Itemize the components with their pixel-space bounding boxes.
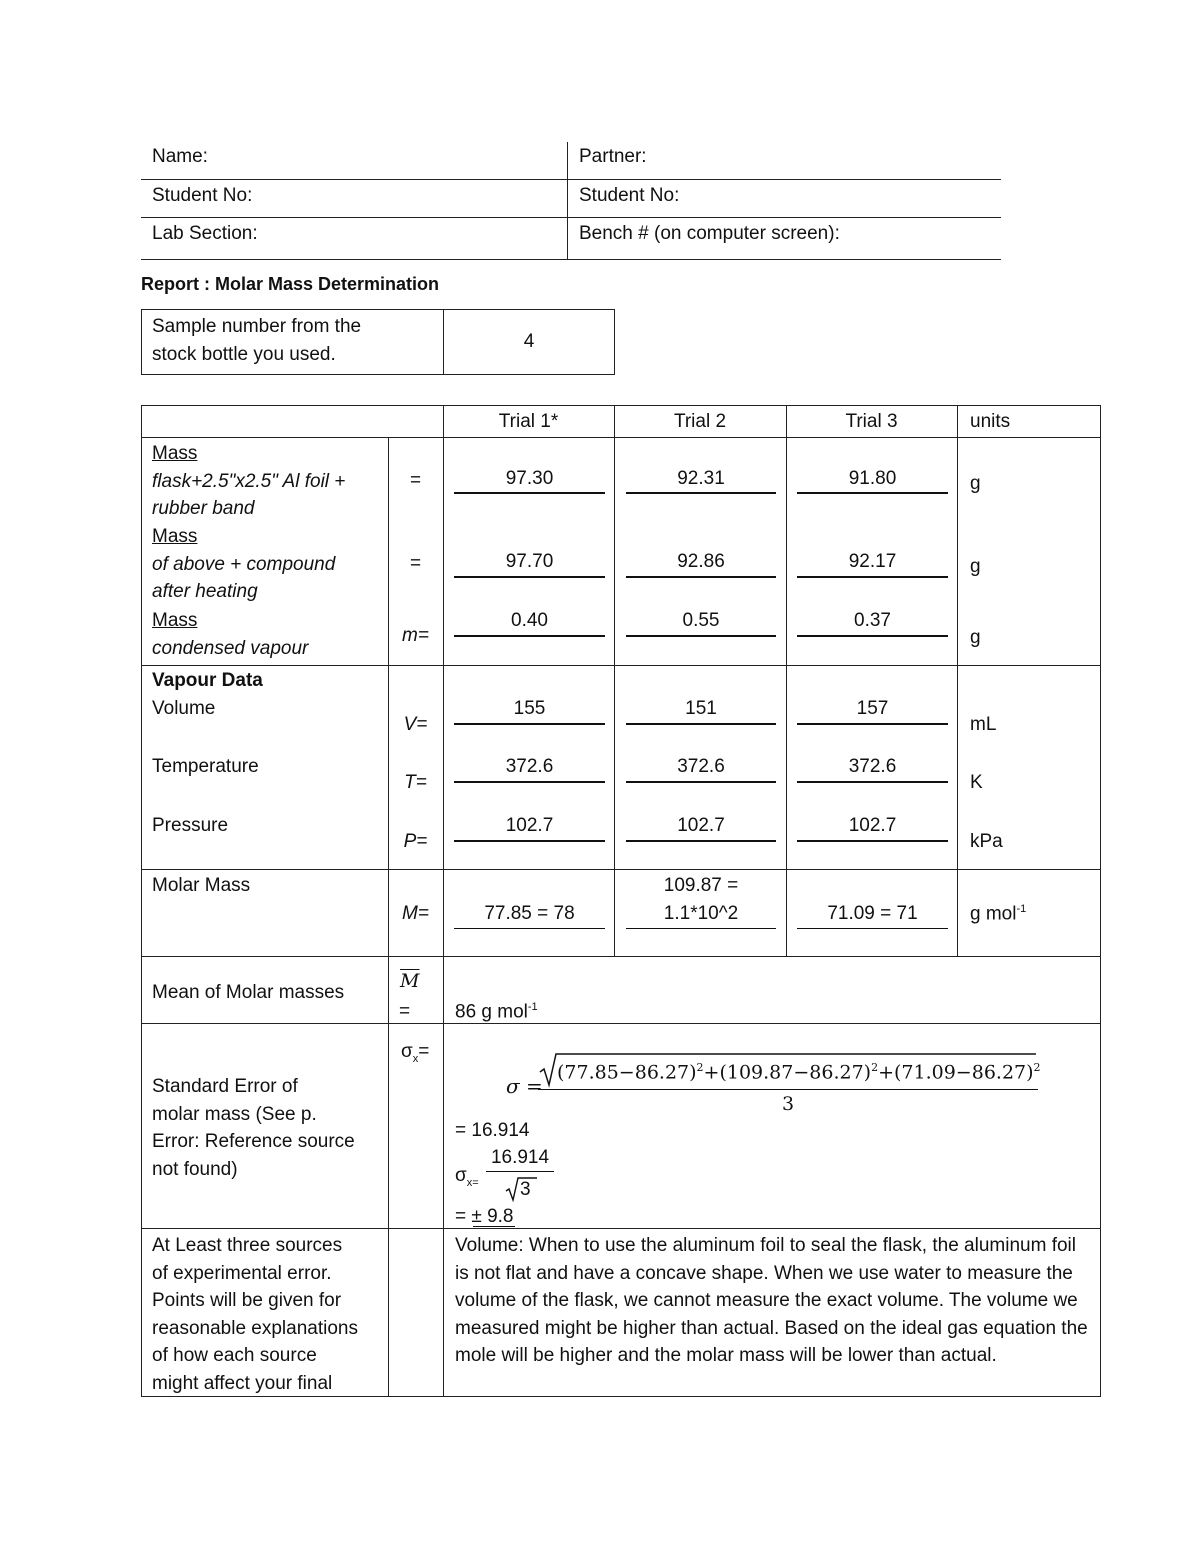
mass-flask-trial-1: 97.30: [505, 468, 554, 489]
mass-vapour-trial-3: 0.37: [854, 610, 891, 631]
std-error-label: Standard Error of molar mass (See p. Error: Reference source not found): [152, 1076, 355, 1180]
mass-after-trial-3: 92.17: [848, 551, 897, 572]
volume-symbol: V=: [403, 714, 428, 735]
error-sources-label: At Least three sources of experimental error. Points will be given for reasonable explanations of how each source might affect your final: [152, 1235, 358, 1394]
std-deviation-result: = 16.914: [455, 1120, 530, 1141]
bench-label: Bench # (on computer screen):: [579, 223, 840, 244]
mass-vapour-unit: g: [970, 627, 981, 648]
mass-after-symbol: =: [409, 553, 422, 574]
pressure-unit: kPa: [970, 831, 1003, 852]
temperature-label: Temperature: [152, 756, 259, 777]
mass-flask-unit: g: [970, 473, 981, 494]
molar-mass-unit: g mol$^{-1}$: [970, 903, 1027, 925]
mean-symbol-equals: =: [399, 1001, 411, 1022]
mass-after-label: Mass of above + compound after heating: [152, 526, 336, 602]
molar-mass-trial-1: 77.85 = 78: [484, 903, 575, 924]
mass-vapour-trial-2: 0.55: [682, 610, 720, 631]
temperature-trial-3: 372.6: [848, 756, 897, 777]
mass-flask-label: Mass flask+2.5"x2.5" Al foil + rubber band: [152, 443, 346, 519]
volume-trial-3: 157: [856, 698, 889, 719]
lab-section-label: Lab Section:: [152, 223, 258, 244]
std-error-sx-label: $\sigma_{x=}$: [455, 1165, 479, 1189]
column-header-trial-2: Trial 2: [673, 411, 727, 432]
mass-after-trial-2: 92.86: [677, 551, 725, 572]
pressure-trial-1: 102.7: [505, 815, 554, 836]
std-error-symbol: $\sigma_x=$: [401, 1041, 430, 1065]
sigma-equals: σ =: [506, 1074, 543, 1098]
partner-label: Partner:: [579, 146, 647, 167]
sample-value: 4: [523, 331, 535, 352]
temperature-symbol: T=: [404, 772, 427, 793]
column-header-trial-3: Trial 3: [845, 411, 898, 432]
mean-label: Mean of Molar masses: [152, 982, 345, 1003]
column-header-trial-1: Trial 1*: [498, 411, 559, 432]
mass-flask-symbol: =: [409, 470, 422, 491]
pressure-label: Pressure: [152, 815, 229, 836]
student-no-label: Student No:: [152, 185, 253, 206]
temperature-trial-2: 372.6: [677, 756, 725, 777]
mass-flask-trial-3: 91.80: [848, 468, 897, 489]
std-error-result: = ± 9.8: [455, 1206, 514, 1227]
mass-after-trial-1: 97.70: [505, 551, 554, 572]
temperature-trial-1: 372.6: [505, 756, 554, 777]
pressure-symbol: P=: [403, 831, 428, 852]
mean-symbol: $\overline{M}$: [400, 970, 420, 992]
std-error-fraction-denominator: 3: [520, 1179, 531, 1200]
molar-mass-trial-2-line1: 109.87 =: [663, 875, 739, 896]
volume-trial-2: 151: [685, 698, 717, 719]
molar-mass-symbol: M=: [402, 903, 429, 924]
mass-flask-trial-2: 92.31: [677, 468, 725, 489]
mass-vapour-label: Mass condensed vapour: [152, 610, 309, 659]
column-header-units: units: [970, 411, 1011, 432]
vapour-data-heading: Vapour Data: [152, 670, 263, 691]
sample-label: Sample number from the stock bottle you used.: [152, 316, 362, 365]
pressure-trial-3: 102.7: [848, 815, 897, 836]
volume-label: Volume: [152, 698, 216, 719]
name-label: Name:: [152, 146, 208, 167]
pressure-trial-2: 102.7: [677, 815, 725, 836]
partner-student-no-label: Student No:: [579, 185, 680, 206]
molar-mass-trial-3: 71.09 = 71: [827, 903, 918, 924]
report-title: Report : Molar Mass Determination: [141, 274, 440, 294]
mass-after-unit: g: [970, 556, 981, 577]
molar-mass-label: Molar Mass: [152, 875, 251, 896]
formula-denominator: 3: [781, 1093, 795, 1115]
mass-vapour-trial-1: 0.40: [511, 610, 548, 631]
molar-mass-trial-2-line2: 1.1*10^2: [663, 903, 739, 924]
volume-trial-1: 155: [513, 698, 546, 719]
volume-unit: mL: [970, 714, 997, 735]
mass-vapour-symbol: m=: [402, 625, 429, 646]
formula-numerator: $(77.85-86.27)^2+(109.87-86.27)^2+(71.09-86.27)^2$: [557, 1061, 1041, 1084]
mean-value: 86 g mol$^{-1}$: [455, 1001, 538, 1023]
temperature-unit: K: [970, 772, 983, 793]
std-error-fraction-numerator: 16.914: [490, 1147, 550, 1168]
error-sources-text: Volume: When to use the aluminum foil to seal the flask, the aluminum foil is not flat and have a concave shape. When we use water to measure the volume of the flask, we cannot measure the exact volume. The volume we measured might be higher than actual. Based on the ideal gas equation the mole will be higher and the molar mass will be lower than actual.: [455, 1235, 1088, 1366]
